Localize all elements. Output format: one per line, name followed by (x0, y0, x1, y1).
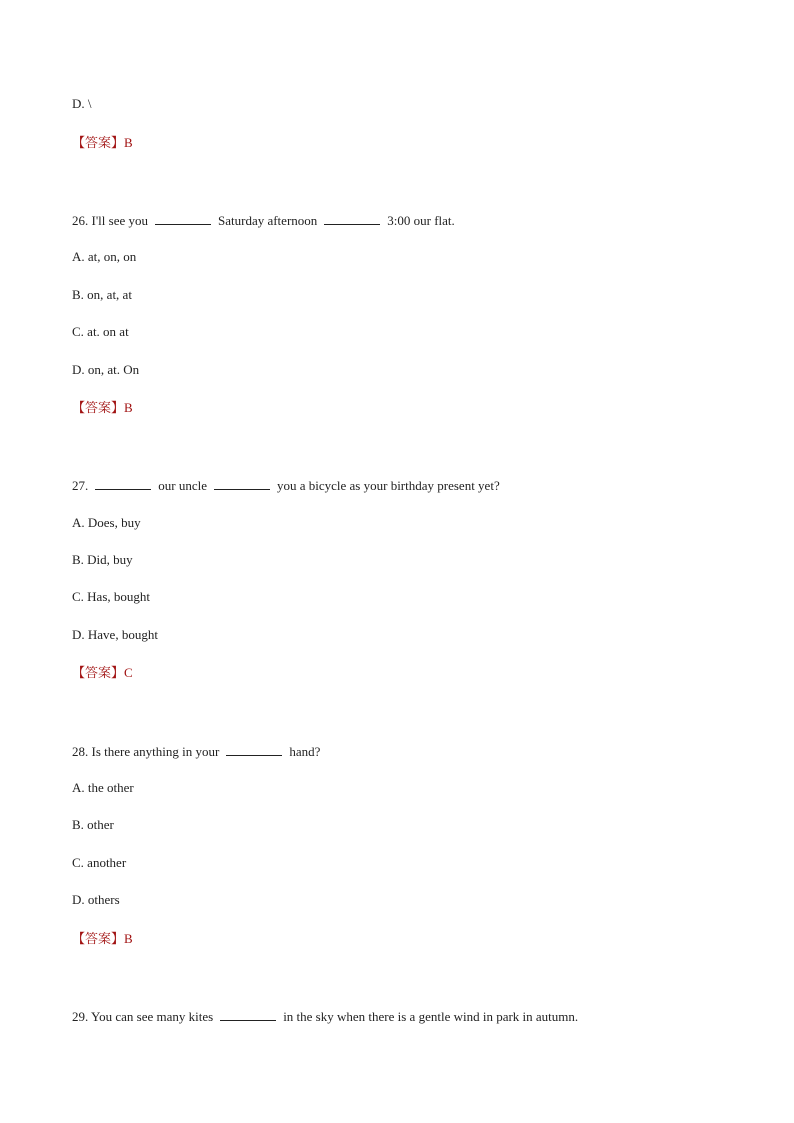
option-c: C. another (72, 855, 127, 870)
question-text: 27. (72, 478, 89, 493)
answer-blank (95, 477, 151, 490)
option-b: B. other (72, 817, 114, 832)
option-c: C. Has, bought (72, 589, 150, 604)
option-d: D. Have, bought (72, 627, 158, 642)
question-text: you a bicycle as your birthday present yet? (276, 478, 500, 493)
answer-blank (214, 477, 270, 490)
question-text: Saturday afternoon (218, 213, 318, 228)
question-29 (72, 1008, 578, 1025)
option-a: A. the other (72, 780, 134, 795)
answer-label: 【答案】C (72, 665, 133, 680)
option-b: B. Did, buy (72, 552, 133, 567)
question-text: hand? (289, 744, 321, 759)
answer-label: 【答案】B (72, 931, 133, 946)
option-c: C. at. on at (72, 324, 129, 339)
option-d: D. \ (72, 96, 92, 111)
question-text: in the sky when there is a gentle wind in park in autumn. (283, 1009, 579, 1024)
option-d: D. on, at. On (72, 362, 140, 377)
answer-blank (220, 1008, 276, 1021)
option-a: A. Does, buy (72, 515, 141, 530)
answer-label: 【答案】B (72, 135, 133, 150)
answer-label: 【答案】B (72, 400, 133, 415)
answer-blank (226, 743, 282, 756)
option-a: A. at, on, on (72, 249, 137, 264)
question-28 (72, 743, 320, 760)
option-b: B. on, at, at (72, 287, 132, 302)
question-27 (72, 477, 500, 494)
answer-blank (155, 212, 211, 225)
option-d: D. others (72, 892, 120, 907)
question-26 (72, 212, 455, 229)
question-text: our uncle (158, 478, 207, 493)
question-text: 3:00 our flat. (387, 213, 455, 228)
question-text: 26. I'll see you (72, 213, 148, 228)
answer-blank (324, 212, 380, 225)
question-text: 28. Is there anything in your (72, 744, 220, 759)
question-text: 29. You can see many kites (72, 1009, 214, 1024)
